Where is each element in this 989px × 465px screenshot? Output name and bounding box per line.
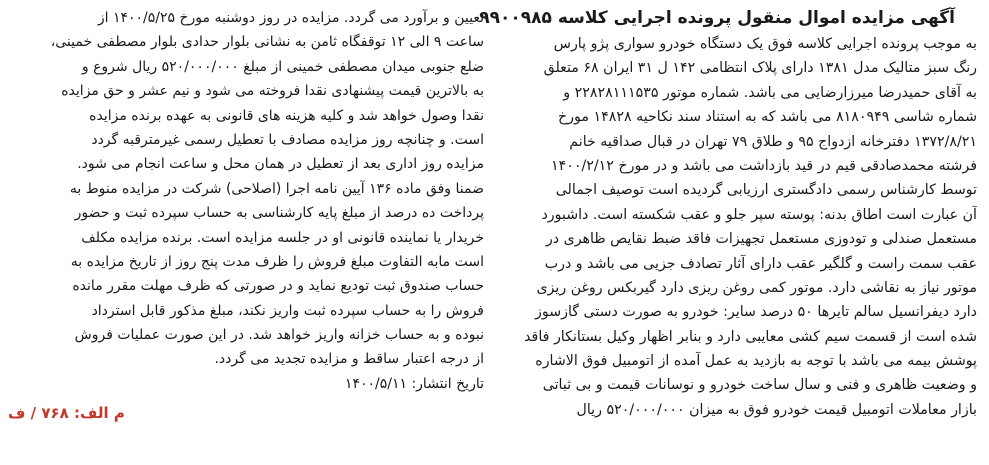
notice-line: رنگ سبز متالیک مدل ۱۳۸۱ دارای پلاک انتظامی ۱۴۲ ل ۳۱ ایران ۶۸ متعلق <box>543 60 977 77</box>
notice-line: است مابه التفاوت مبلغ فروش را ظرف مدت پنج روز از تاریخ مزایده به <box>70 253 484 270</box>
notice-line: توسط کارشناس رسمی دادگستری ارزیابی گردیده است توصیف اجمالی <box>555 182 977 199</box>
notice-line: عقب سمت راست و گلگیر عقب دارای آثار تصادف جزیی می باشد و درب <box>544 255 977 272</box>
reference-code: م الف: ۷۶۸ / ف <box>8 404 125 422</box>
notice-line: فروش را به حساب سپرده ثبت واریز نکند، مبلغ مذکور قابل استرداد <box>91 302 484 319</box>
notice-line: شماره شاسی ۸۱۸۰۹۴۹ می باشد که به استناد سند نکاحیه ۱۴۸۲۸ مورخ <box>558 109 977 126</box>
notice-line: بازار معاملات اتومبیل قیمت خودرو فوق به میزان ۵۲۰/۰۰۰/۰۰۰ ریال <box>576 401 977 418</box>
publication-date: تاریخ انتشار: ۱۴۰۰/۵/۱۱ <box>344 375 484 392</box>
notice-line: آن عبارت است اطاق بدنه: پوسته سپر جلو و عقب شکسته است. داشبورد <box>541 206 977 223</box>
notice-line: ۱۳۷۲/۸/۲۱ دفترخانه ازدواج ۹۵ و طلاق ۷۹ تهران در قبال صداقیه خانم <box>569 133 977 150</box>
notice-line: ضمنا وفق ماده ۱۳۶ آیین نامه اجرا (اصلاحی) شرکت در مزایده منوط به <box>69 180 484 197</box>
notice-line: مزایده روز اداری بعد از تعطیل در همان محل و ساعت انجام می شود. <box>77 156 484 173</box>
notice-line: موتور نیاز به نقاشی دارد. موتور کمی روغن ریزی دارد گیربکس روغن ریزی <box>536 279 977 296</box>
notice-line: به بالاترین قیمت پیشنهادی نقدا فروخته می شود و نیم عشر و حق مزایده <box>61 83 484 100</box>
notice-right-column <box>479 6 977 422</box>
notice-line: پوشش بیمه می باشد با توجه به بازدید به عمل آمده از اتومبیل فوق الاشاره <box>535 353 977 370</box>
notice-line: فرشته محمدصادقی قیم در قید بازداشت می باشد و در مورخ ۱۴۰۰/۲/۱۲ <box>551 157 977 174</box>
notice-line: پرداخت ده درصد از مبلغ پایه کارشناسی به حساب سپرده ثبت و حضور <box>74 205 484 222</box>
notice-line: به موجب پرونده اجرایی کلاسه فوق یک دستگاه خودرو سواری پژو پارس <box>553 36 977 52</box>
notice-line: از درجه اعتبار ساقط و مزایده تجدید می گردد. <box>214 351 484 368</box>
notice-line: است. و چنانچه روز مزایده مصادف با تعطیل رسمی غیرمترقبه گردد <box>91 131 484 148</box>
notice-line: دارد دیفرانسیل سالم تایرها ۵۰ درصد سایر: خودرو به صورت دستی گازسوز <box>535 304 977 321</box>
notice-line: شده است از قسمت سیم کشی معایبی دارد و بنابر اظهار وکیل بستانکار فاقد <box>524 328 977 345</box>
notice-line: نبوده و به حساب خزانه واریز خواهد شد. در این صورت عملیات فروش <box>74 327 484 344</box>
notice-line: ساعت ۹ الی ۱۲ توقفگاه ثامن به نشانی بلوار حدادی بلوار مصطفی خمینی، <box>50 34 484 51</box>
notice-left-column <box>6 6 484 396</box>
notice-line: مستعمل صندلی و تودوزی مستعمل تجهیزات فاقد ضبط نقایص ظاهری در <box>545 231 977 248</box>
notice-line: خریدار یا نماینده قانونی او در جلسه مزایده است. برنده مزایده مکلف <box>81 229 484 246</box>
notice-line: حساب صندوق ثبت تودیع نماید و در صورتی که ظرف مهلت مقرر مانده <box>72 278 484 295</box>
notice-title: آگهی مزایده اموال منقول پرونده اجرایی کلاسه ۹۹۰۰۹۸۵ <box>479 8 955 28</box>
notice-line: نقدا وصول خواهد شد و کلیه هزینه های قانونی به عهده برنده مزایده <box>89 107 484 124</box>
notice-line: و وضعیت ظاهری و فنی و سال ساخت خودرو و نوسانات قیمت و بی ثباتی <box>542 377 977 394</box>
notice-line: به آقای حمیدرضا میرزارضایی می باشد. شماره موتور ۲۲۸۲۸۱۱۱۵۳۵ و <box>563 84 977 101</box>
notice-line: ضلع جنوبی میدان مصطفی خمینی از مبلغ ۵۲۰/۰۰۰/۰۰۰ ریال شروع و <box>81 58 484 75</box>
notice-line: تعیین و برآورد می گردد. مزایده در روز دوشنبه مورخ ۱۴۰۰/۵/۲۵ از <box>97 10 484 26</box>
